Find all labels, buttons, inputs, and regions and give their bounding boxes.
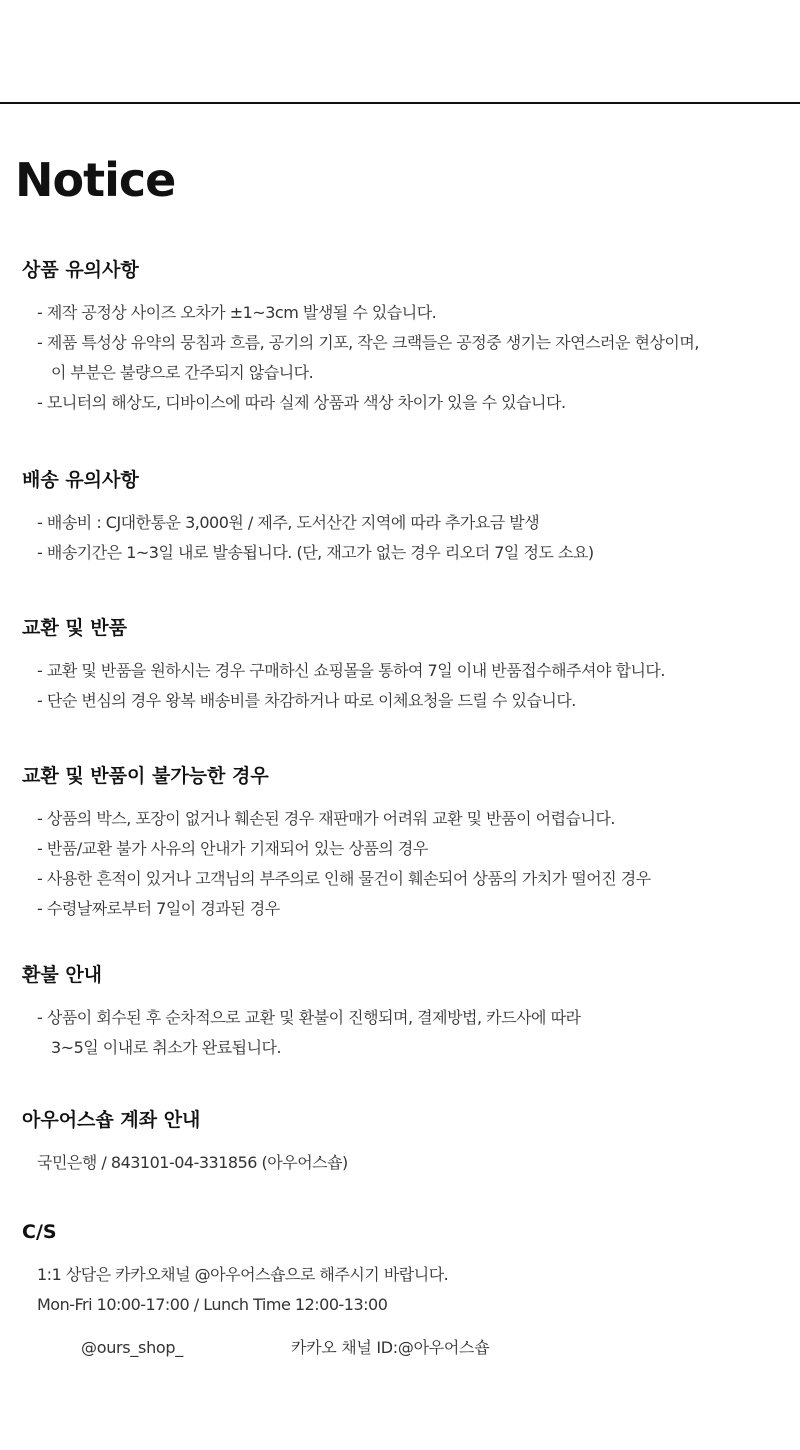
notice-line: - 상품의 박스, 포장이 없거나 훼손된 경우 재판매가 어려워 교환 및 반품이 어렵습니다.: [37, 809, 615, 828]
notice-line: - 상품이 회수된 후 순차적으로 교환 및 환불이 진행되며, 결제방법, 카드사에 따라: [37, 1008, 581, 1027]
business-hours-line: Mon-Fri 10:00-17:00 / Lunch Time 12:00-13:00: [37, 1295, 388, 1314]
notice-line: - 제작 공정상 사이즈 오차가 ±1~3cm 발생될 수 있습니다.: [37, 303, 437, 322]
section-bank-account: [22, 1108, 792, 1178]
section-heading: 교환 및 반품이 불가능한 경우: [22, 765, 269, 787]
notice-line: - 사용한 흔적이 있거나 고객님의 부주의로 인해 물건이 훼손되어 상품의 가치가 떨어진 경우: [37, 869, 651, 888]
notice-line: - 모니터의 해상도, 디바이스에 따라 실제 상품과 색상 차이가 있을 수 있습니다.: [37, 393, 566, 412]
section-non-returnable: [22, 764, 792, 924]
section-product-notes: [22, 258, 792, 418]
section-heading: 아우어스숍 계좌 안내: [22, 1109, 201, 1131]
notice-line: - 단순 변심의 경우 왕복 배송비를 차감하거나 따로 이체요청을 드릴 수 있습니다.: [37, 691, 576, 710]
section-heading: 상품 유의사항: [22, 259, 139, 281]
section-heading: 환불 안내: [22, 964, 103, 986]
notice-line: 1:1 상담은 카카오채널 @아우어스숍으로 해주시기 바랍니다.: [37, 1265, 449, 1284]
section-exchange-return: [22, 616, 792, 716]
section-customer-service: [22, 1220, 792, 1320]
section-shipping-notes: [22, 468, 792, 568]
kakao-channel-id[interactable]: 카카오 채널 ID:@아우어스숍: [291, 1338, 490, 1357]
page-title: Notice: [15, 153, 176, 207]
notice-line: - 반품/교환 불가 사유의 안내가 기재되어 있는 상품의 경우: [37, 839, 428, 858]
instagram-handle[interactable]: @ours_shop_: [81, 1338, 183, 1357]
notice-line: - 제품 특성상 유약의 뭉침과 흐름, 공기의 기포, 작은 크랙들은 공정중 생기는 자연스러운 현상이며,: [37, 333, 699, 352]
notice-line: 3~5일 이내로 취소가 완료됩니다.: [51, 1038, 282, 1057]
notice-line: - 배송기간은 1~3일 내로 발송됩니다. (단, 재고가 없는 경우 리오더 7일 정도 소요): [37, 543, 594, 562]
section-heading: 교환 및 반품: [22, 617, 127, 639]
notice-line: - 배송비 : CJ대한통운 3,000원 / 제주, 도서산간 지역에 따라 추가요금 발생: [37, 513, 540, 532]
bank-account-line: 국민은행 / 843101-04-331856 (아우어스숍): [37, 1153, 348, 1172]
section-heading: C/S: [22, 1221, 57, 1243]
notice-line: - 수령날짜로부터 7일이 경과된 경우: [37, 899, 280, 918]
top-divider: [0, 102, 800, 104]
section-heading: 배송 유의사항: [22, 469, 139, 491]
notice-line: 이 부분은 불량으로 간주되지 않습니다.: [51, 363, 314, 382]
section-refund-info: [22, 963, 792, 1063]
notice-line: - 교환 및 반품을 원하시는 경우 구매하신 쇼핑몰을 통하여 7일 이내 반품접수해주셔야 합니다.: [37, 661, 665, 680]
